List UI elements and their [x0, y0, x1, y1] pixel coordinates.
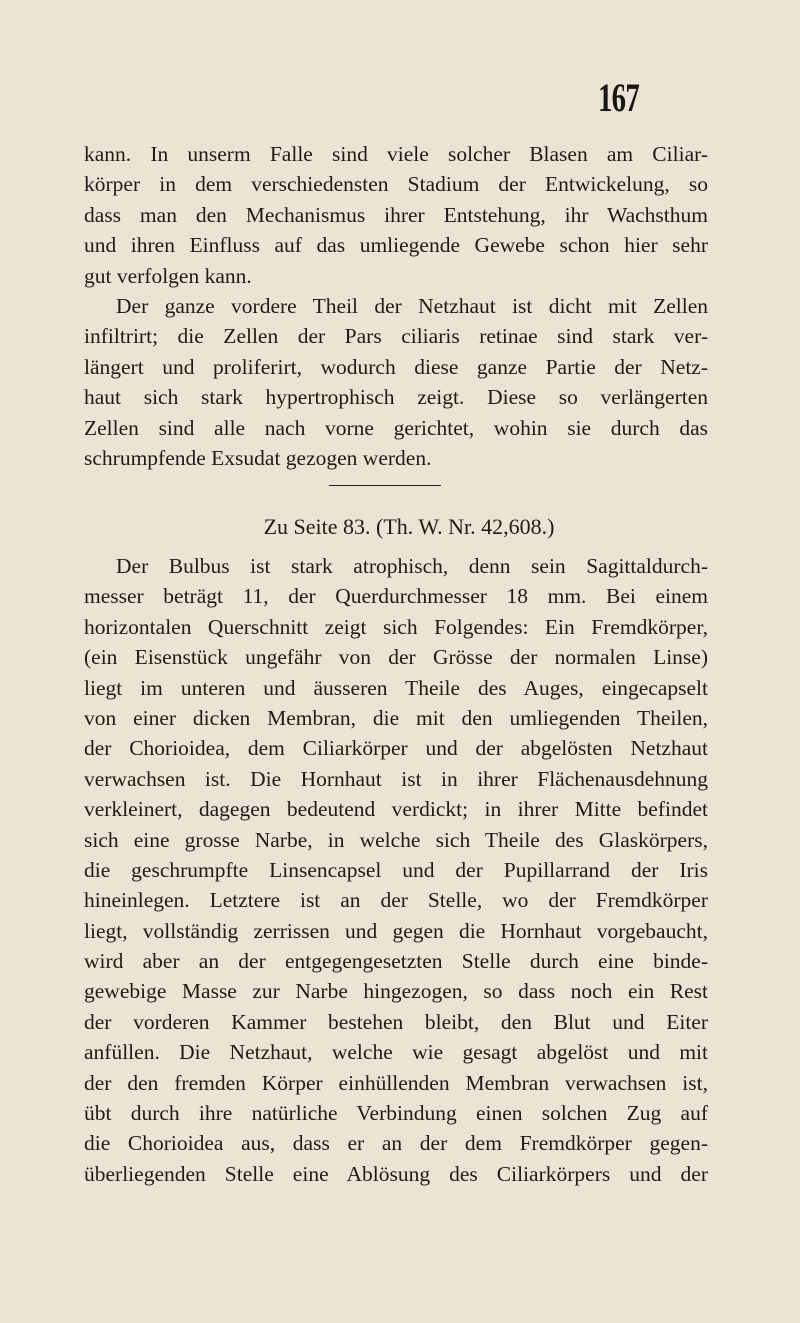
text-line: übt durch ihre natürliche Verbindung einen solchen Zug auf — [84, 1101, 708, 1126]
text-line: und ihren Einfluss auf das umliegende Gewebe schon hier sehr — [84, 233, 708, 258]
text-line: liegt, vollständig zerrissen und gegen die Hornhaut vorgebaucht, — [84, 918, 708, 943]
text-line: liegt im unteren und äusseren Theile des Auges, eingecapselt — [84, 675, 708, 700]
text-line: haut sich stark hypertrophisch zeigt. Diese so verlängerten — [84, 385, 708, 410]
text-line: kann. In unserm Falle sind viele solcher Blasen am Ciliar- — [84, 142, 708, 166]
text-line: der Chorioidea, dem Ciliarkörper und der abgelösten Netzhaut — [84, 736, 708, 761]
text-block-bottom — [84, 521, 708, 1189]
paragraph-1 — [84, 139, 708, 291]
text-line: verkleinert, dagegen bedeutend verdickt; in ihrer Mitte befindet — [84, 797, 708, 822]
page-number: 167 — [598, 75, 640, 120]
section-divider — [329, 485, 441, 486]
text-line: sich eine grosse Narbe, in welche sich Theile des Glaskörpers, — [84, 827, 708, 852]
text-line: körper in dem verschiedensten Stadium der Entwickelung, so — [84, 172, 708, 197]
text-line: messer beträgt 11, der Querdurchmesser 18 mm. Bei einem — [84, 584, 708, 609]
text-line: Zellen sind alle nach vorne gerichtet, wohin sie durch das — [84, 415, 708, 440]
text-line: (ein Eisenstück ungefähr von der Grösse der normalen Linse) — [84, 645, 708, 670]
text-line: infiltrirt; die Zellen der Pars ciliaris retinae sind stark ver- — [84, 324, 708, 349]
text-line: überliegenden Stelle eine Ablösung des Ciliarkörpers und der — [84, 1161, 708, 1186]
paragraph-2 — [84, 291, 708, 473]
text-line: wird aber an der entgegengesetzten Stelle durch eine binde- — [84, 949, 708, 974]
section-heading: Zu Seite 83. (Th. W. Nr. 42,608.) — [263, 514, 555, 539]
text-line: Der ganze vordere Theil der Netzhaut ist dicht mit Zellen — [116, 293, 708, 318]
text-line: dass man den Mechanismus ihrer Entstehung, ihr Wachsthum — [84, 202, 708, 227]
text-line: gewebige Masse zur Narbe hingezogen, so dass noch ein Rest — [84, 979, 708, 1004]
text-block-top — [84, 139, 708, 473]
text-line: Der Bulbus ist stark atrophisch, denn sein Sagittaldurch- — [116, 554, 708, 578]
text-line: hineinlegen. Letztere ist an der Stelle, wo der Fremdkörper — [84, 888, 708, 913]
text-line: längert und proliferirt, wodurch diese ganze Partie der Netz- — [84, 354, 708, 379]
text-line: anfüllen. Die Netzhaut, welche wie gesagt abgelöst und mit — [84, 1040, 708, 1065]
text-line: der den fremden Körper einhüllenden Membran verwachsen ist, — [84, 1070, 708, 1095]
paragraph-3 — [84, 521, 708, 1189]
text-line: verwachsen ist. Die Hornhaut ist in ihrer Flächenausdehnung — [84, 766, 708, 791]
text-line: schrumpfende Exsudat gezogen werden. — [84, 445, 432, 470]
text-line: gut verfolgen kann. — [84, 263, 252, 288]
text-line: der vorderen Kammer bestehen bleibt, den Blut und Eiter — [84, 1009, 708, 1034]
text-line: die geschrumpfte Linsencapsel und der Pupillarrand der Iris — [84, 857, 708, 882]
text-line: die Chorioidea aus, dass er an der dem Fremdkörper gegen- — [84, 1131, 708, 1156]
text-line: horizontalen Querschnitt zeigt sich Folgendes: Ein Fremdkörper, — [84, 614, 708, 639]
text-line: von einer dicken Membran, die mit den umliegenden Theilen, — [84, 705, 708, 730]
